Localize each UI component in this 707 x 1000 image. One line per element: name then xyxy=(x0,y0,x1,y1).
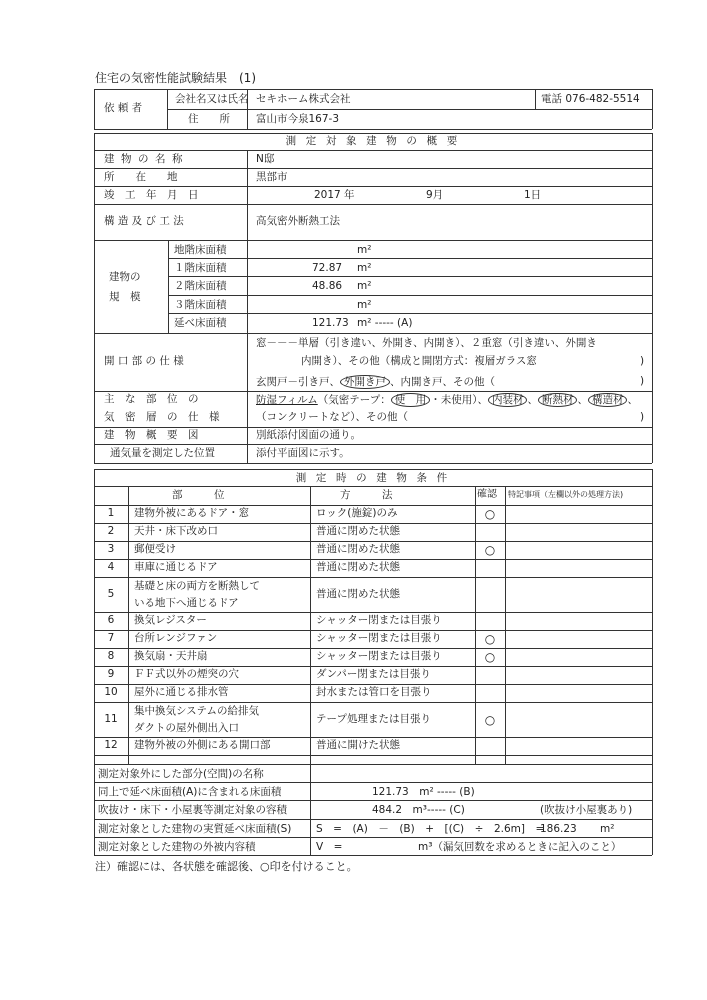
rule xyxy=(652,133,653,463)
rule xyxy=(94,648,652,649)
rule xyxy=(505,486,506,764)
rule xyxy=(94,559,652,560)
doc-title: 住宅の気密性能試験結果 (1) xyxy=(95,71,256,85)
area-unit: m² xyxy=(357,244,372,256)
condition-part: 換気扇・天井扇 xyxy=(134,650,208,662)
area-unit: m² xyxy=(357,262,372,274)
actual-area-value: 186.23 xyxy=(540,823,577,835)
check-mark: ○ xyxy=(484,650,496,664)
volume-in-label: 測定対象とした建物の外被内容積 xyxy=(98,841,256,853)
condition-row-number: 5 xyxy=(107,588,115,600)
rule xyxy=(168,258,652,259)
area-label: 地階床面積 xyxy=(174,244,227,256)
condition-method: シャッター閉または目張り xyxy=(316,650,442,662)
rule xyxy=(94,486,652,487)
client-name-label: 会社名又は氏名 xyxy=(175,93,249,105)
rule xyxy=(652,469,653,846)
rule xyxy=(168,295,652,296)
condition-part: 建物外被にあるドア・窓 xyxy=(134,507,250,519)
rule xyxy=(167,109,652,110)
condition-method: 封水または管口を目張り xyxy=(316,686,432,698)
check-mark: ○ xyxy=(484,507,496,521)
rule xyxy=(94,463,652,464)
condition-part: 換気レジスター xyxy=(134,614,207,626)
rule xyxy=(94,168,652,169)
condition-part: 車庫に通じるドア xyxy=(134,561,218,573)
airbarrier-label-2: 気 密 層 の 仕 様 xyxy=(104,411,220,423)
area-label: 延べ床面積 xyxy=(174,317,227,329)
condition-method: テープ処理または目張り xyxy=(316,713,431,725)
actual-area-unit: m² xyxy=(600,823,615,835)
rule xyxy=(94,577,652,578)
rule xyxy=(128,486,129,764)
completion-month: 9月 xyxy=(426,189,444,201)
col-method: 方 法 xyxy=(340,489,393,501)
area-unit: m² xyxy=(357,280,372,292)
scale-label-1: 建物の xyxy=(109,271,141,283)
rule xyxy=(94,333,652,334)
condition-method: ダンパー閉または目張り xyxy=(316,668,431,680)
excluded-label: 測定対象外にした部分(空間)の名称 xyxy=(98,768,264,780)
openings-line-2: 内開き）、その他（構成と開閉方式：複層ガラス窓 xyxy=(301,355,537,367)
scale-label-2: 規 模 xyxy=(109,291,141,303)
rule xyxy=(94,755,652,756)
completion-day: 1日 xyxy=(524,189,542,201)
airbarrier-line-2-close: ) xyxy=(640,411,645,423)
included-value: 121.73 m² ----- (B) xyxy=(372,786,475,798)
rule xyxy=(652,89,653,129)
area-unit: m² ----- (A) xyxy=(357,317,413,329)
openings-line-1: 窓－－－単層（引き違い、外開き、内開き）、２重窓（引き違い、外開き xyxy=(256,337,597,349)
rule xyxy=(94,186,652,187)
area-label: １階床面積 xyxy=(174,262,227,274)
vent-position: 添付平面図に示す。 xyxy=(256,447,350,459)
building-name-label: 建 物 の 名 称 xyxy=(104,153,185,165)
col-check: 確認 xyxy=(477,489,497,500)
area-label: ３階床面積 xyxy=(174,299,227,311)
condition-part-line-2: いる地下へ通じるドア xyxy=(134,597,239,609)
condition-method: シャッター閉または目張り xyxy=(316,632,442,644)
volume-note: (吹抜け小屋裏あり) xyxy=(540,804,633,816)
condition-row-number: 2 xyxy=(107,525,115,537)
rule xyxy=(94,819,652,820)
condition-method: 普通に閉めた状態 xyxy=(316,543,400,555)
condition-row-number: 8 xyxy=(107,650,115,662)
rule xyxy=(94,150,652,151)
openings-line-2-close: ) xyxy=(640,355,645,367)
rule xyxy=(94,837,95,855)
actual-area-label: 測定対象とした建物の実質延べ床面積(S) xyxy=(98,823,292,835)
condition-method: 普通に閉めた状態 xyxy=(316,588,400,600)
footnote: 注）確認には、各状態を確認後、○印を付けること。 xyxy=(95,860,358,873)
rule xyxy=(94,702,652,703)
openings-line-3: 玄関戸－引き戸、 外開き戸 、内開き戸、その他（ xyxy=(256,376,495,388)
conditions-header: 測 定 時 の 建 物 条 件 xyxy=(295,472,451,484)
condition-part: ＦＦ式以外の煙突の穴 xyxy=(134,668,239,680)
rule xyxy=(94,666,652,667)
condition-part: 屋外に通じる排水管 xyxy=(134,686,229,698)
completion-date-label: 竣 工 年 月 日 xyxy=(104,189,199,201)
rule xyxy=(167,89,168,129)
overview-header: 測 定 対 象 建 物 の 概 要 xyxy=(285,135,461,147)
col-part: 部 位 xyxy=(172,489,225,501)
building-name: N邸 xyxy=(256,153,275,165)
check-mark: ○ xyxy=(484,713,496,727)
selected-outward-door: 外開き戸 xyxy=(340,375,390,389)
rule xyxy=(168,313,652,314)
structure: 高気密外断熱工法 xyxy=(256,215,340,227)
rule xyxy=(94,523,652,524)
rule xyxy=(168,240,169,333)
condition-part: 台所レンジファン xyxy=(134,632,218,644)
rule xyxy=(94,89,652,90)
condition-part: 集中換気システムの給排気 xyxy=(134,705,259,717)
rule xyxy=(94,837,652,838)
condition-row-number: 12 xyxy=(104,739,118,751)
volume-in-formula: V = xyxy=(316,841,343,853)
openings-line-3-close: ) xyxy=(640,375,645,387)
area-value: 72.87 xyxy=(312,262,343,274)
condition-method: シャッター閉または目張り xyxy=(316,614,442,626)
rule xyxy=(94,737,652,738)
condition-part: 天井・床下改め口 xyxy=(134,525,218,537)
condition-part: 建物外被の外側にある開口部 xyxy=(134,739,271,751)
condition-row-number: 1 xyxy=(107,507,115,519)
location-label: 所 在 地 xyxy=(104,171,178,183)
vent-position-label: 通気量を測定した位置 xyxy=(110,447,215,459)
condition-method: ロック(施錠)のみ xyxy=(316,507,398,519)
airbarrier-line-1: 防湿フィルム（気密テープ： 使 用 ・未使用）、 内装材 、 断熱材 、 構造材 、 xyxy=(256,394,638,406)
rule xyxy=(94,240,652,241)
area-label: ２階床面積 xyxy=(174,280,227,292)
airbarrier-line-2: （コンクリートなど）、その他（ xyxy=(256,411,409,423)
condition-part: 郵便受け xyxy=(134,543,176,555)
rule xyxy=(94,133,95,463)
condition-row-number: 10 xyxy=(104,686,118,698)
check-mark: ○ xyxy=(484,543,496,557)
rule xyxy=(310,837,311,855)
rule xyxy=(94,505,652,506)
actual-area-formula: S = (A) － (B) + [(C) ÷ 2.6m] = xyxy=(316,823,545,835)
condition-method: 普通に閉めた状態 xyxy=(316,525,400,537)
volume-value: 484.2 m³----- (C) xyxy=(372,804,465,816)
condition-row-number: 11 xyxy=(104,713,118,725)
rule xyxy=(94,782,652,783)
condition-method: 普通に閉めた状態 xyxy=(316,561,400,573)
rule xyxy=(94,204,652,205)
outline: 別紙添付図面の通り。 xyxy=(256,429,361,441)
rule xyxy=(94,133,652,134)
rule xyxy=(94,129,652,130)
rule xyxy=(94,612,652,613)
client-address-label: 住 所 xyxy=(188,113,230,125)
client-address: 富山市今泉167-3 xyxy=(256,113,340,125)
rule xyxy=(94,89,95,129)
volume-label: 吹抜け・床下・小屋裏等測定対象の容積 xyxy=(98,804,287,816)
rule xyxy=(94,764,652,765)
volume-in-note: m³（漏気回数を求めるときに記入のこと） xyxy=(418,841,622,853)
area-unit: m² xyxy=(357,299,372,311)
included-label: 同上で延べ床面積(A)に含まれる床面積 xyxy=(98,786,282,798)
client-tel: 電話 076-482-5514 xyxy=(541,93,640,105)
rule xyxy=(652,837,653,855)
outline-label: 建 物 概 要 図 xyxy=(104,429,199,441)
rule xyxy=(535,89,536,109)
condition-part: 基礎と床の両方を断熱して xyxy=(134,580,260,592)
location: 黒部市 xyxy=(256,171,288,183)
client-label: 依 頼 者 xyxy=(104,102,143,114)
rule xyxy=(94,427,652,428)
condition-row-number: 7 xyxy=(107,632,115,644)
area-value: 48.86 xyxy=(312,280,343,292)
rule xyxy=(94,630,652,631)
rule xyxy=(168,276,652,277)
condition-row-number: 4 xyxy=(107,561,115,573)
client-name: セキホーム株式会社 xyxy=(256,93,351,105)
airbarrier-label-1: 主 な 部 位 の xyxy=(104,393,199,405)
rule xyxy=(94,855,652,856)
rule xyxy=(247,150,248,463)
check-mark: ○ xyxy=(484,632,496,646)
col-note: 特記事項（左欄以外の処理方法) xyxy=(508,490,624,499)
condition-row-number: 6 xyxy=(107,614,115,626)
rule xyxy=(94,684,652,685)
structure-label: 構 造 及 び 工 法 xyxy=(104,215,184,227)
completion-year: 2017 年 xyxy=(314,189,355,201)
rule xyxy=(94,800,652,801)
condition-part-line-2: ダクトの屋外側出入口 xyxy=(134,722,239,734)
rule xyxy=(94,469,652,470)
condition-method: 普通に開けた状態 xyxy=(316,739,400,751)
condition-row-number: 3 xyxy=(107,543,115,555)
condition-row-number: 9 xyxy=(107,668,115,680)
rule xyxy=(94,444,652,445)
area-value: 121.73 xyxy=(312,317,349,329)
openings-label: 開 口 部 の 仕 様 xyxy=(104,355,184,367)
rule xyxy=(94,541,652,542)
